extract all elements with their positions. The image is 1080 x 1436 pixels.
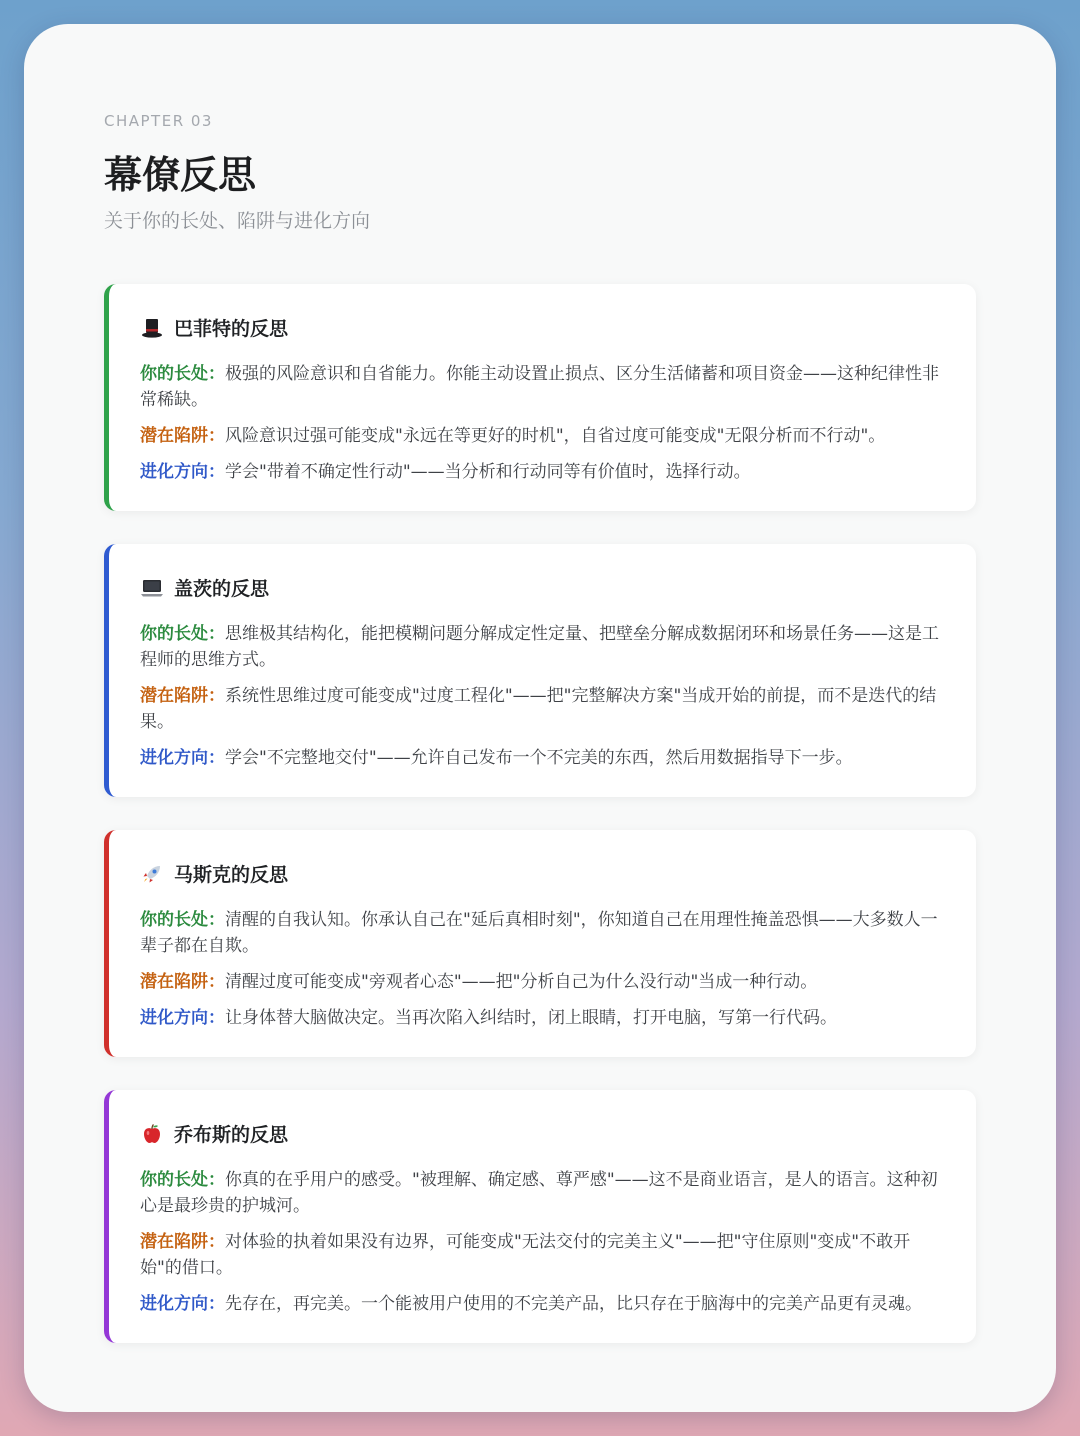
strength-label: 你的长处： — [140, 910, 225, 930]
card-header — [140, 314, 950, 341]
card-title: 马斯克的反思 — [174, 864, 289, 886]
reflection-card-musk — [104, 830, 976, 1057]
strength-label: 你的长处： — [140, 364, 225, 384]
card-header — [140, 860, 950, 887]
rocket-icon — [140, 862, 164, 886]
trap-label: 潜在陷阱： — [140, 1232, 225, 1252]
trap-text: 清醒过度可能变成"旁观者心态"——把"分析自己为什么没行动"当成一种行动。 — [225, 972, 818, 992]
page-title: 幕僚反思 — [104, 152, 257, 197]
trap-row — [140, 1229, 950, 1281]
strength-row — [140, 907, 950, 959]
strength-text: 思维极其结构化，能把模糊问题分解成定性定量、把壁垒分解成数据闭环和场景任务——这是工程师的思维方式。 — [140, 624, 939, 670]
trap-label: 潜在陷阱： — [140, 686, 225, 706]
laptop-icon — [140, 576, 164, 600]
growth-row — [140, 1005, 950, 1031]
trap-label: 潜在陷阱： — [140, 972, 225, 992]
strength-label: 你的长处： — [140, 624, 225, 644]
growth-text: 先存在，再完美。一个能被用户使用的不完美产品，比只存在于脑海中的完美产品更有灵魂。 — [225, 1294, 922, 1314]
card-title: 巴菲特的反思 — [174, 318, 289, 340]
trap-label: 潜在陷阱： — [140, 426, 225, 446]
top-hat-icon — [140, 316, 164, 340]
strength-label: 你的长处： — [140, 1170, 225, 1190]
growth-text: 学会"带着不确定性行动"——当分析和行动同等有价值时，选择行动。 — [225, 462, 751, 482]
growth-text: 学会"不完整地交付"——允许自己发布一个不完美的东西，然后用数据指导下一步。 — [225, 748, 853, 768]
growth-label: 进化方向： — [140, 1008, 225, 1028]
trap-row — [140, 969, 950, 995]
trap-text: 风险意识过强可能变成"永远在等更好的时机"，自省过度可能变成"无限分析而不行动"。 — [225, 426, 886, 446]
strength-row — [140, 361, 950, 413]
card-title: 乔布斯的反思 — [174, 1124, 289, 1146]
reflection-card-gates — [104, 544, 976, 797]
trap-row — [140, 423, 950, 449]
reflection-card-jobs — [104, 1090, 976, 1343]
card-header — [140, 574, 950, 601]
strength-text: 极强的风险意识和自省能力。你能主动设置止损点、区分生活储蓄和项目资金——这种纪律性非常稀缺。 — [140, 364, 939, 410]
card-header — [140, 1120, 950, 1147]
growth-row — [140, 1291, 950, 1317]
growth-text: 让身体替大脑做决定。当再次陷入纠结时，闭上眼睛，打开电脑，写第一行代码。 — [225, 1008, 837, 1028]
card-title: 盖茨的反思 — [174, 578, 270, 600]
growth-label: 进化方向： — [140, 462, 225, 482]
strength-text: 你真的在乎用户的感受。"被理解、确定感、尊严感"——这不是商业语言，是人的语言。这种初心是最珍贵的护城河。 — [140, 1170, 938, 1216]
trap-text: 系统性思维过度可能变成"过度工程化"——把"完整解决方案"当成开始的前提，而不是迭代的结果。 — [140, 686, 937, 732]
page-card — [24, 24, 1056, 1412]
chapter-label: CHAPTER 03 — [104, 112, 213, 130]
growth-label: 进化方向： — [140, 1294, 225, 1314]
growth-row — [140, 745, 950, 771]
apple-icon — [140, 1122, 164, 1146]
strength-row — [140, 1167, 950, 1219]
growth-row — [140, 459, 950, 485]
strength-text: 清醒的自我认知。你承认自己在"延后真相时刻"，你知道自己在用理性掩盖恐惧——大多数人一辈子都在自欺。 — [140, 910, 938, 956]
growth-label: 进化方向： — [140, 748, 225, 768]
strength-row — [140, 621, 950, 673]
reflection-card-buffett — [104, 284, 976, 511]
trap-row — [140, 683, 950, 735]
trap-text: 对体验的执着如果没有边界，可能变成"无法交付的完美主义"——把"守住原则"变成"不敢开始"的借口。 — [140, 1232, 911, 1278]
page-subtitle: 关于你的长处、陷阱与进化方向 — [104, 210, 371, 232]
